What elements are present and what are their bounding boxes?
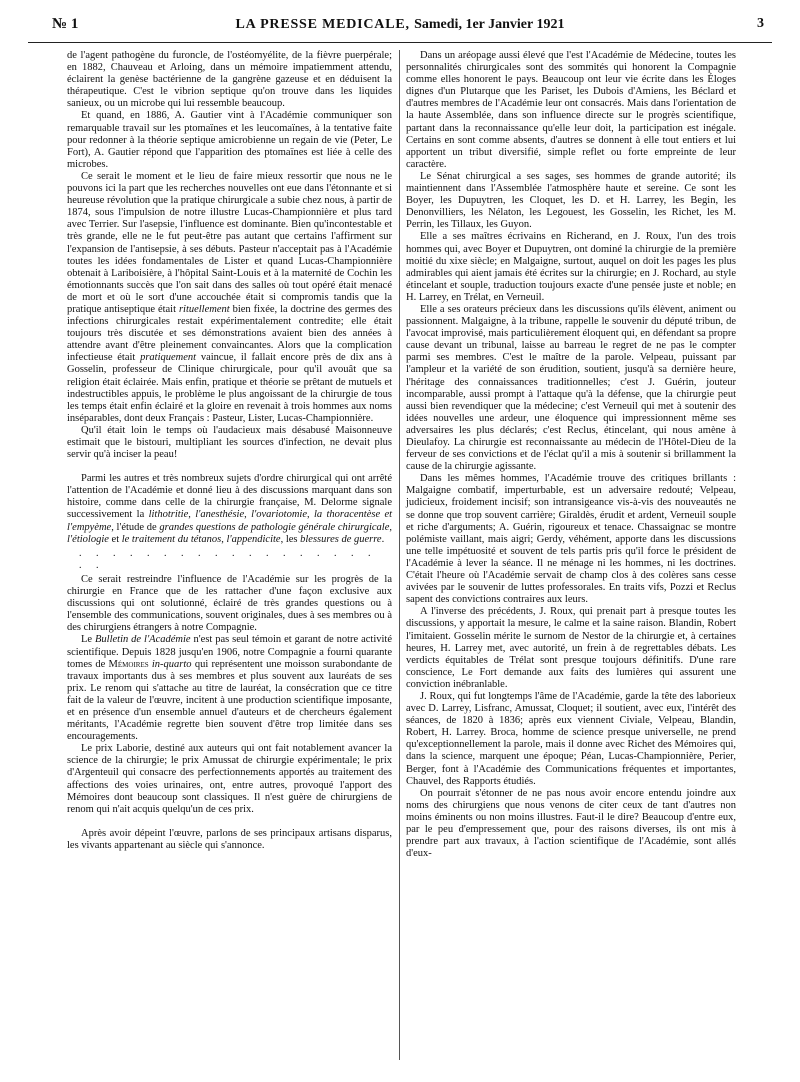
paragraph: On pourrait s'étonner de ne pas nous avoir encore entendu joindre aux noms des chirurgiens que nous venons de citer ceux de tant d'autres non moins éminents ou non moins illustres. Faut-il le dire? Beaucoup d'entre eux, par le peu d'empressement que, pour des raisons diverses, ils ont mis à prendre part aux travaux, à l'action scientifique de l'Académie, sont allés d'eux- — [406, 787, 736, 860]
paragraph: A l'inverse des précédents, J. Roux, qui prenait part à presque toutes les discussions, y apportait la mesure, le calme et la saine raison. Blandin, Robert l'imitaient. Gosselin mérite le surnom de Nestor de la chirurgie et, à certaines heures, H. Larrey met, avec autorité, un frein à de regrettables débats. Les verdicts équitables de Trélat sont presque toujours définitifs. D'une rare conscience, Le Fort demande aux faits des lumières qui assurent une conviction inébranlable. — [406, 606, 736, 690]
right-column — [406, 50, 736, 860]
emphasis: pratiquement — [140, 352, 197, 364]
issue-number: № 1 — [52, 16, 79, 32]
paragraph: Dans un aréopage aussi élevé que l'est l'Académie de Médecine, toutes les personnalités chirurgicales sont des sommités qui honorent la Compagnie comme elles honorent le pays. Beaucoup ont leur vie écrite dans les Éloges dignes d'un Plutarque que les Pariset, les Dubois d'Amiens, les Béclard et d'autres membres de l'Académie leur ont consacrés. Mais dans l'orientation de la haute Assemblée, dans son influence directe sur le progrès scientifique, partant dans la reconnaissance qu'elle leur doit, la participation est inégale. Certains en sont comme absents, d'autres se donnent à elle tout entiers et lui apportent un tribut diversifié, simple reflet ou forte empreinte de leur caractère. — [406, 50, 736, 170]
emphasis: rituellement — [178, 303, 230, 315]
paragraph: Elle a ses maîtres écrivains en Richerand, en J. Roux, l'un des trois hommes qui, avec Boyer et Dupuytren, ont dominé la chirurgie de la première moitié du xixe siècle; en Malgaigne, surtout, auquel on doit les pages les plus admirables qui aient jamais été écrites sur la chirurgie; en J. Rochard, au style étincelant et souple, traduction toujours exacte d'une pensée juste et noble; en H. Larrey, en Trélat, en Verneuil. — [406, 231, 736, 303]
paragraph: Ce serait le moment et le lieu de faire mieux ressortir que nous ne le pouvons ici la part que les recherches nouvelles ont eue dans l'étonnante et si heureuse révolution que la pratique chirurgicale a subie chez nous, à partir de 1874, sous l'impulsion de notre illustre Lucas-Championnière et plus tard avec Terrier. Sur l'asepsie, l'influence est dominante. Bien qu'incontestable et très grande, elle ne le fut peut-être pas autant que certains l'affirment sur l'expansion de l'antisepsie, à ses débuts. Pasteur n'acceptait pas à l'Académie toutes les idées fondamentales de Lister et quand Lucas-Championnière obtenait à Lariboisière, à l'hôpital Saint-Louis et à la maternité de Cochin les émotionnants succès que l'on sait dans des salles où tout opéré était menacé de mort et où le sort d'une accouchée était si compromis tandis que la pratique antiseptique était rituellement bien fixée, la doctrine des germes des infections chirurgicales restait expérimentalement contredite; elle était toujours très discutée et ses démonstrations avaient bien des années à attendre avant d'être pleinement convaincantes. Alors que la complication infectieuse était pratiquement vaincue, il fallait encore près de dix ans à Gosselin, professeur de Clinique chirurgicale, pour qu'il avouât que sa religion était éclairée. Mais enfin, pratique et théorie se prêtant de mutuels et indestructibles appuis, le problème le plus angoissant de la chirurgie de tous les temps était enfin éclairé et la gloire en revenait à trois hommes aux noms inséparables, dont deux Français : Pasteur, Lister, Lucas-Championnière. — [67, 170, 393, 424]
paragraph: Après avoir dépeint l'œuvre, parlons de ses principaux artisans disparus, les vivants appartenant au siècle qui s'annonce. — [67, 827, 392, 851]
page-header — [28, 8, 772, 43]
page-number: 3 — [757, 16, 764, 31]
paragraph: Dans les mêmes hommes, l'Académie trouve des critiques brillants : Malgaigne combatif, imperturbable, est un adversaire redouté; Velpeau, judicieux, froidement incisif; son intransigeance vis-à-vis des nouveautés ne se donne que trop souvent carrière; Giraldès, érudit et ardent, Verneuil souple et riche d'arguments; A. Guérin, rigoureux et tenace. Chassaignac se montre polémiste vaillant, mais aigri; Gerdy, véhément, apporte dans les discussions une telle impétuosité et souvent de tels partis pris qu'il force le président de l'Académie à lever la séance. Il ne ménage ni les hommes, ni les doctrines. C'était l'heure où l'Académie servait de champ clos à des colères sans cesse avivées par le souvenir de luttes professorales. En traits vifs, Pozzi et Reclus sapent des convictions contraires aux leurs. — [406, 473, 736, 606]
publication-date: Samedi, 1er Janvier 1921 — [414, 17, 565, 32]
journal-title — [28, 17, 772, 33]
ellipsis-divider: . . . . . . . . . . . . . . . . . . . . — [79, 547, 377, 571]
column-divider — [399, 50, 400, 1060]
paragraph: Elle a ses orateurs précieux dans les discussions qu'ils élèvent, animent ou passionnent. Malgaigne, à la tribune, rappelle le souvenir du député tribun, de l'avocat improvisé, mais particulièrement éloquent qui, en défendant sa propre cause devant un tribunal, laisse au barreau le regret de ne pas le compter parmi ses membres. C'est le maître de la parole. Velpeau, puissant par l'ampleur et la variété de son érudition, soutient, jusqu'à sa dernière heure, l'héritage des connaissances traditionnelles; c'est J. Guérin, jouteur incomparable, aussi prompt à l'attaque qu'à la défense, que la chirurgie peut aussi bien revendiquer que la médecine; c'est Verneuil qui met à soutenir des idées nouvelles une ardeur, une éloquence qui impressionnent même ses adversaires les plus déclarés; c'est Reclus, étincelant, qui nous amène à Dieulafoy. La chirurgie est reconnaissante au médecin de l'Hôtel-Dieu de la ferveur de ses convictions et de l'éclat qu'il a mis à soutenir si brillamment la cause de la chirurgie agissante. — [406, 303, 736, 473]
left-column — [67, 50, 392, 852]
paragraph: Le Bulletin de l'Académie n'est pas seul témoin et garant de notre activité scientifique. Depuis 1828 jusqu'en 1906, notre Compagnie a fourni quarante tomes de Mémoires in-quarto qui représentent une moisson surabondante de travaux importants dus à ses membres et plus souvent aux lauréats de ses prix. Le renom qui s'attache au titre de lauréat, la consécration que ce titre fait de la valeur de l'œuvre, incitent à une production scientifique imposante, et en présence d'un ensemble annuel d'auteurs et de chercheurs également méritants, l'Académie regrette bien souvent d'être trop limitée dans ses encouragements. — [67, 634, 393, 743]
paragraph: Parmi les autres et très nombreux sujets d'ordre chirurgical qui ont arrêté l'attention de l'Académie et donné lieu à des discussions marquant dans son histoire, comme dans celle de la chirurgie française, M. Delorme signale successivement la lithotritie, l'anesthésie, l'ovariotomie, la thoracentèse et l'empyème, l'étude de grandes questions de pathologie générale chirurgicale, l'étiologie et le traitement du tétanos, l'appendicite, les blessures de guerre. — [67, 473, 393, 545]
paragraph: Le prix Laborie, destiné aux auteurs qui ont fait notablement avancer la science de la chirurgie; le prix Amussat de chirurgie expérimentale; le prix d'Argenteuil qui consacre des perfectionnements apportés au traitement des affections des voies urinaires, ont, entre autres, provoqué l'apport des Mémoires dont beaucoup sont classiques. Il n'est guère de chirurgiens de renom qui n'ait acquis quelqu'un de ces prix. — [67, 743, 392, 815]
paragraph: Qu'il était loin le temps où l'audacieux mais désabusé Maisonneuve estimait que le bistouri, multipliant les sources d'infection, ne devait plus servir qu'à inciser la peau! — [67, 424, 392, 461]
paragraph: Et quand, en 1886, A. Gautier vint à l'Académie communiquer son remarquable travail sur les ptomaïnes et les leucomaïnes, à la tentative faite pour redonner à la théorie septique amicrobienne un regain de vie (Peter, Le Fort), A. Gautier répond que l'apparition des ptomaïnes est liée à celle des microbes. — [67, 110, 392, 170]
paragraph: Le Sénat chirurgical a ses sages, ses hommes de grande autorité; ils maintiennent dans l'Assemblée l'atmosphère haute et sereine. Ce sont les Boyer, les Dupuytren, les Cloquet, les D. et H. Larrey, les Begin, les Denonvilliers, les Nélaton, les Legouest, les Gosselin, les Richet, les M. Perrin, les Tillaux, les Guyon. — [406, 170, 736, 231]
paragraph: de l'agent pathogène du furoncle, de l'ostéomyélite, de la fièvre puerpérale; en 1882, Chauveau et Arloing, dans un mémoire impatiemment attendu, éclairent la genèse bactérienne de la gangrène gazeuse et en déduisent la thérapeutique. C'est le vibrion septique qu'on trouve dans les liquides sanieux, ou un microbe qui lui ressemble beaucoup. — [67, 50, 392, 110]
paragraph: J. Roux, qui fut longtemps l'âme de l'Académie, garde la tête des laborieux avec D. Larrey, Lisfranc, Amussat, Cloquet; il soutient, avec eux, l'intérêt des séances, de 1820 à 1836; après eux viennent Civiale, Velpeau, Blandin, Robert, H. Larrey. Broca, homme de science presque universelle, ne prend qu'exceptionnellement la parole, mais il donne avec Richet des Mémoires qui, dans la science, marquent une époque; Péan, Lucas-Championnière, Perier, Berger, font à l'Académie des Communications fréquentes et importantes, Chauvel, des Rapports étudiés. — [406, 690, 736, 787]
journal-name: LA PRESSE MEDICALE, — [235, 17, 410, 32]
paragraph: Ce serait restreindre l'influence de l'Académie sur les progrès de la chirurgie en France que de les rattacher d'une façon exclusive aux discussions qui ont solutionné, éclairé de très grandes questions ou à l'ensemble des communications, souvent originales, dues à ses membres ou à des chirurgiens étrangers à notre Compagnie. — [67, 573, 392, 634]
